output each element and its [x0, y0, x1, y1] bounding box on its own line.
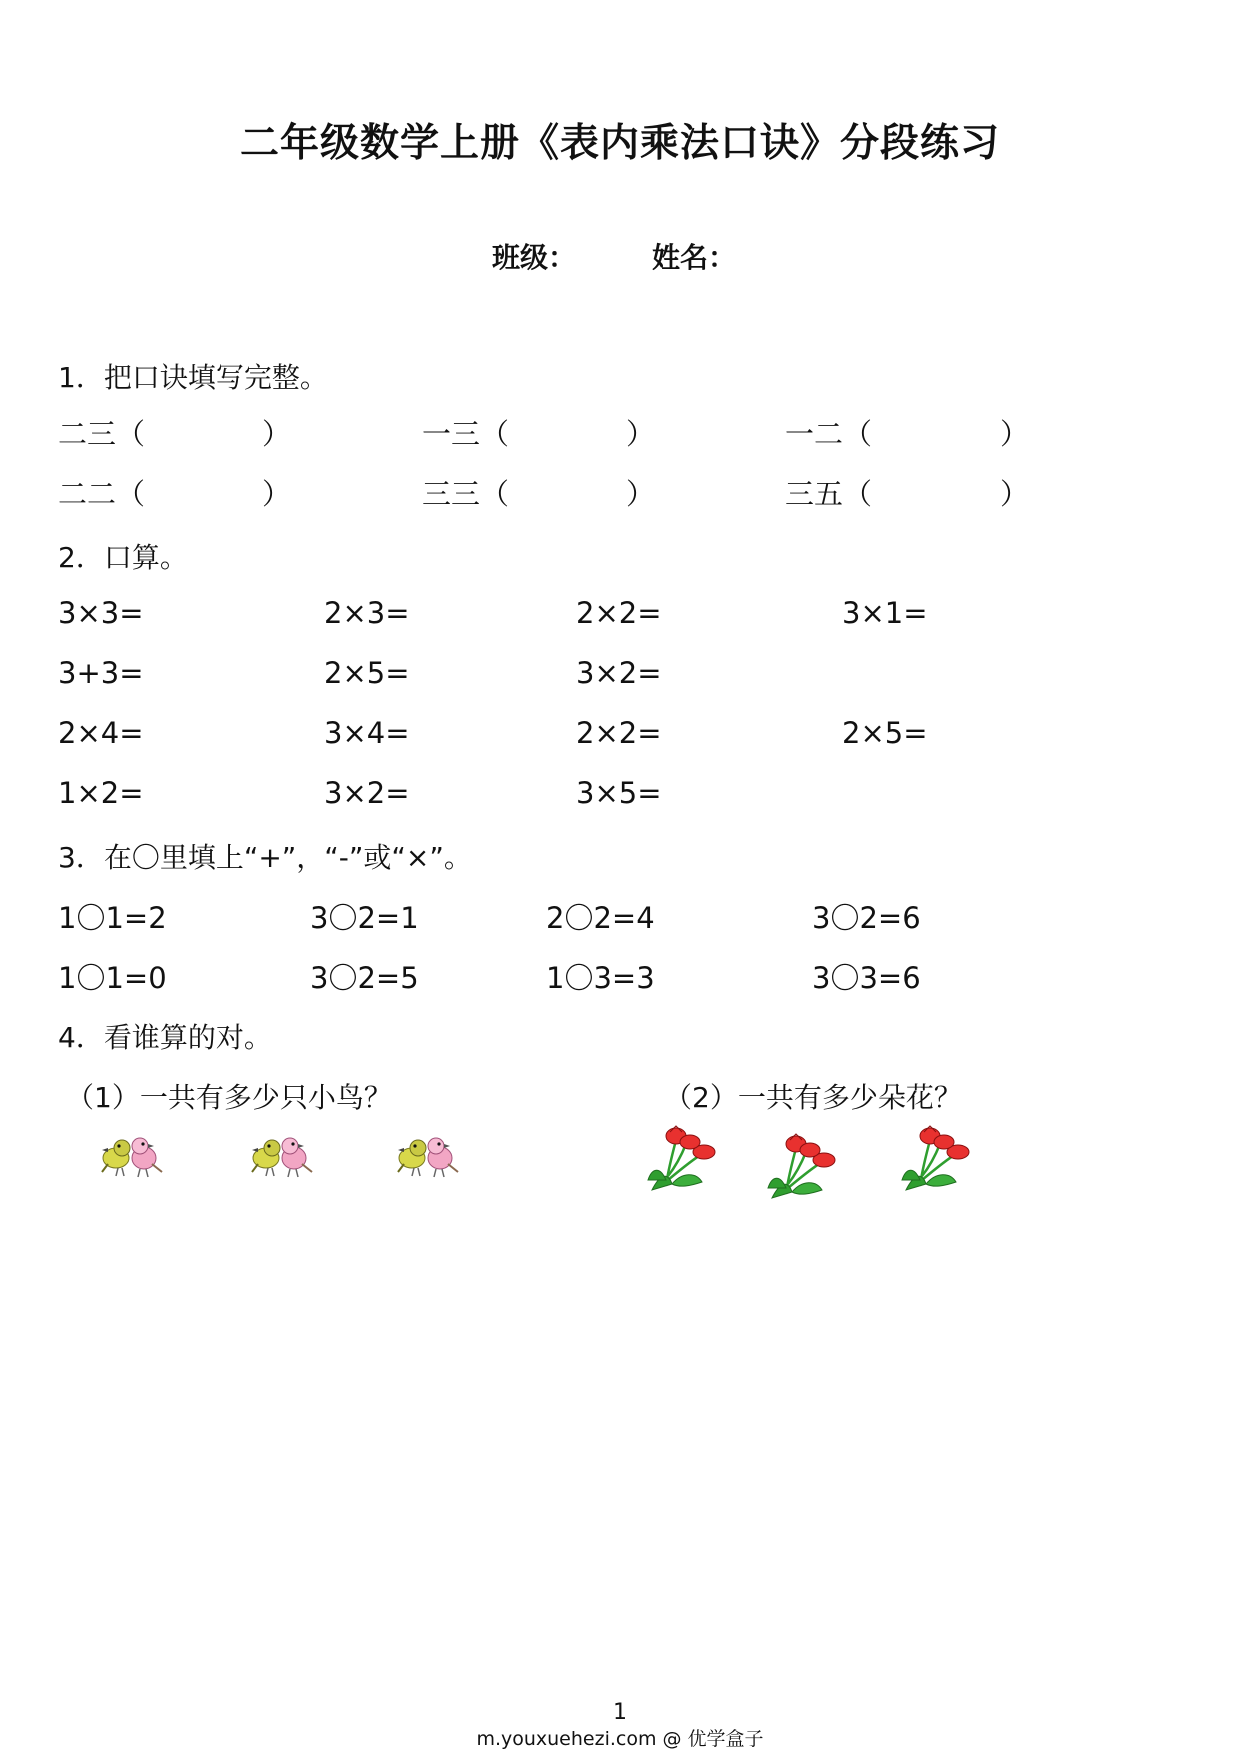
- question-4-heading: 4．看谁算的对。: [58, 1021, 272, 1054]
- q2-item: 2×2=: [576, 716, 662, 750]
- birds-illustration: [100, 1132, 480, 1192]
- q3-item: 2〇2=4: [546, 901, 655, 935]
- flower-1-icon: [648, 1126, 715, 1190]
- bird-pair-1-icon: [102, 1138, 162, 1177]
- q2-item: 2×5=: [324, 656, 410, 690]
- q2-item: 3×2=: [576, 656, 662, 690]
- bird-pair-3-icon: [398, 1138, 458, 1177]
- question-3-heading: 3．在〇里填上“+”，“-”或“×”。: [58, 841, 472, 874]
- question-4-sub-2: （2）一共有多少朵花？: [664, 1081, 962, 1114]
- q1-item-3: 一二（: [785, 417, 873, 451]
- q3-item: 1〇1=0: [58, 961, 167, 995]
- question-4-sub-1: （1）一共有多少只小鸟？: [66, 1081, 392, 1114]
- q1-item-6: 三五（: [785, 477, 873, 511]
- q2-item: 3×4=: [324, 716, 410, 750]
- q3-item: 3〇2=6: [812, 901, 921, 935]
- q1-item-2-close: ）: [626, 417, 656, 451]
- q2-item: 3×1=: [842, 596, 928, 630]
- q2-item: 2×2=: [576, 596, 662, 630]
- q3-item: 3〇3=6: [812, 961, 921, 995]
- page-number: 1: [613, 1700, 627, 1725]
- q1-item-5-close: ）: [626, 477, 656, 511]
- q2-item: 2×4=: [58, 716, 144, 750]
- question-1-heading: 1．把口诀填写完整。: [58, 361, 328, 394]
- q1-item-4: 二二（: [58, 477, 146, 511]
- q2-item: 2×5=: [842, 716, 928, 750]
- q1-item-1: 二三（: [58, 417, 146, 451]
- q1-item-3-close: ）: [1000, 417, 1030, 451]
- class-label: 班级：: [492, 241, 577, 274]
- q2-item: 1×2=: [58, 776, 144, 810]
- q1-item-2: 一三（: [422, 417, 510, 451]
- flowers-illustration: [646, 1120, 996, 1200]
- flower-2-icon: [768, 1134, 835, 1198]
- q1-item-5: 三三（: [422, 477, 510, 511]
- q2-item: 2×3=: [324, 596, 410, 630]
- page-title: 二年级数学上册《表内乘法口诀》分段练习: [239, 121, 1000, 166]
- q2-item: 3×3=: [58, 596, 144, 630]
- q1-item-4-close: ）: [262, 477, 292, 511]
- q1-item-1-close: ）: [262, 417, 292, 451]
- question-2-heading: 2．口算。: [58, 541, 188, 574]
- q3-item: 1〇3=3: [546, 961, 655, 995]
- flower-3-icon: [902, 1126, 969, 1190]
- q3-item: 3〇2=5: [310, 961, 419, 995]
- q1-item-6-close: ）: [1000, 477, 1030, 511]
- footer-source: m.youxuehezi.com @ 优学盒子: [476, 1728, 764, 1750]
- name-label: 姓名：: [652, 241, 737, 274]
- bird-pair-2-icon: [252, 1138, 312, 1177]
- q2-item: 3×5=: [576, 776, 662, 810]
- q2-item: 3+3=: [58, 656, 144, 690]
- q3-item: 3〇2=1: [310, 901, 419, 935]
- q2-item: 3×2=: [324, 776, 410, 810]
- q3-item: 1〇1=2: [58, 901, 167, 935]
